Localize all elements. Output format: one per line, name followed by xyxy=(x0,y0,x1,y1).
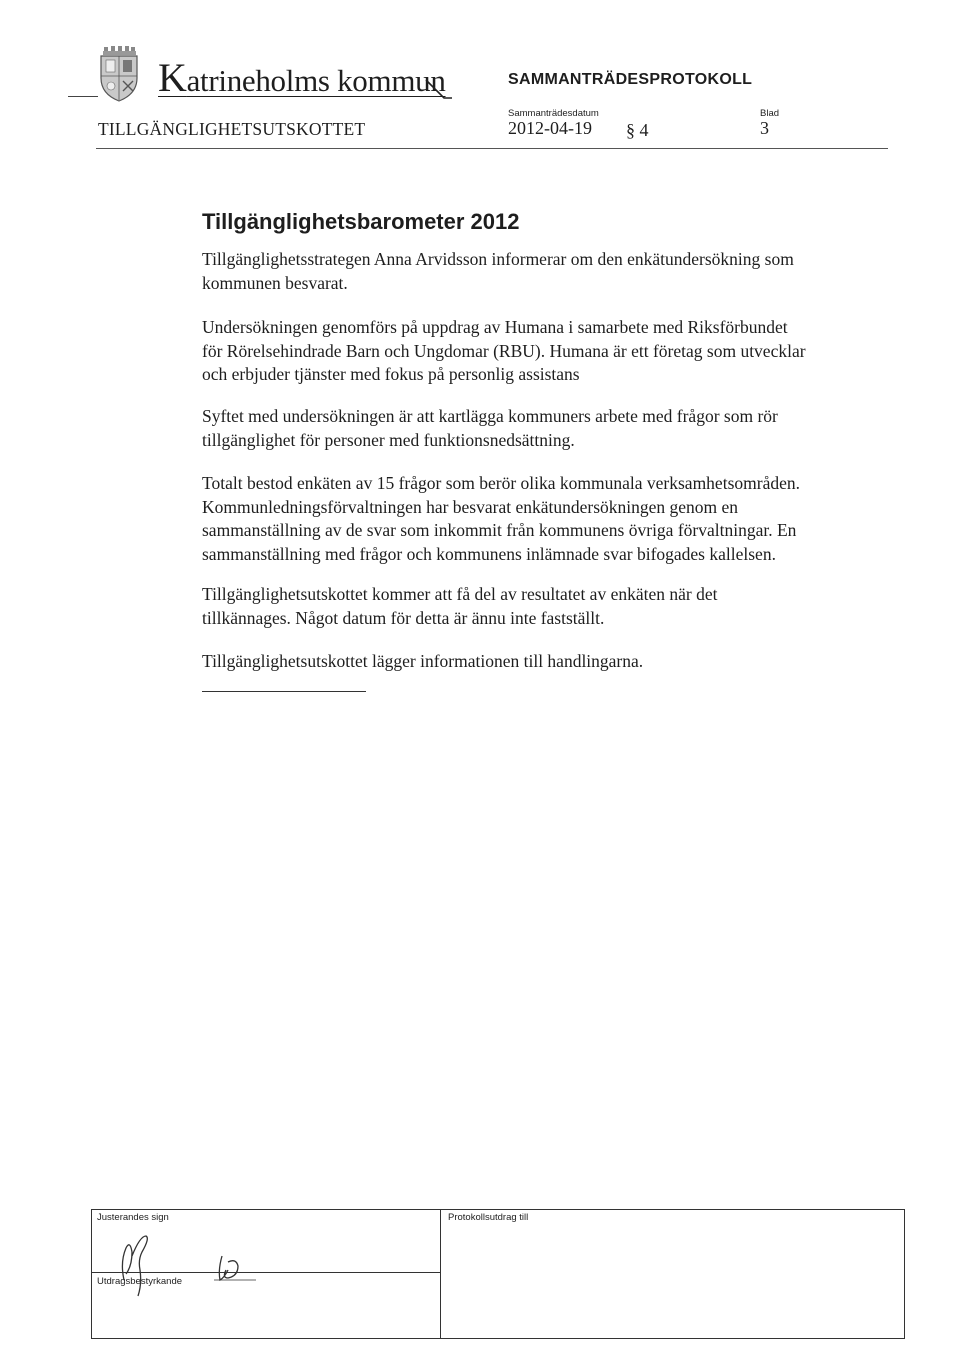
text-line: och erbjuder tjänster med fokus på personlig assistans xyxy=(202,364,580,384)
paragraph-3 xyxy=(202,405,902,452)
header-rule-left xyxy=(68,96,98,97)
document-type: SAMMANTRÄDESPROTOKOLL xyxy=(508,71,753,88)
paragraph-number: § 4 xyxy=(626,120,649,140)
paragraph-4 xyxy=(202,472,902,566)
text-line: Totalt bestod enkäten av 15 frågor som berör olika kommunala verksamhetsområden. xyxy=(202,473,800,493)
protokollsutdrag-label: Protokollsutdrag till xyxy=(448,1212,529,1223)
paragraph-2 xyxy=(202,316,902,387)
text-line: Tillgänglighetsstrategen Anna Arvidsson informerar om den enkätundersökning som xyxy=(202,249,794,269)
meeting-date-label: Sammanträdesdatum xyxy=(508,108,599,119)
end-of-section-rule xyxy=(202,691,366,692)
handwritten-initials-signature xyxy=(110,1222,260,1298)
section-heading: Tillgänglighetsbarometer 2012 xyxy=(202,209,520,234)
municipal-crest-logo xyxy=(98,46,140,102)
text-line: tillgänglighet för personer med funktionsnedsättning. xyxy=(202,429,575,450)
paragraph-6 xyxy=(202,650,902,674)
paragraph-5 xyxy=(202,583,902,630)
text-line: för Rörelsehindrade Barn och Ungdomar (RBU). Humana är ett företag som utvecklar xyxy=(202,340,806,361)
text-line: sammanställning med frågor och kommunens inlämnade svar bifogades kallelsen. xyxy=(202,543,776,564)
text-line: Tillgänglighetsutskottet lägger informationen till handlingarna. xyxy=(202,651,644,671)
text-line: Undersökningen genomförs på uppdrag av Humana i samarbete med Riksförbundet xyxy=(202,317,788,337)
committee-name: TILLGÄNGLIGHETSUTSKOTTET xyxy=(98,119,366,139)
org-name xyxy=(158,55,446,101)
paragraph-1 xyxy=(202,248,902,295)
meeting-date: 2012-04-19 xyxy=(508,118,592,138)
utdragsbestyrkande-label: Utdragsbestyrkande xyxy=(97,1276,183,1287)
text-line: Tillgänglighetsutskottet kommer att få del av resultatet av enkäten när det xyxy=(202,584,718,604)
page-number: 3 xyxy=(760,118,769,138)
text-line: kommunen besvarat. xyxy=(202,272,348,293)
text-line: Kommunledningsförvaltningen har besvarat enkätundersökningen genom en xyxy=(202,496,739,517)
org-name-rest: atrineholms kommun xyxy=(186,63,446,98)
header-decorative-slash xyxy=(424,78,454,100)
page-label: Blad xyxy=(760,108,780,119)
org-name-initial: K xyxy=(158,55,187,100)
text-line: tillkännages. Något datum för detta är ännu inte fastställt. xyxy=(202,607,605,628)
text-line: sammanställning av de svar som inkommit från kommunens övriga förvaltningar. En xyxy=(202,520,797,540)
text-line: Syftet med undersökningen är att kartlägga kommuners arbete med frågor som rör xyxy=(202,406,778,426)
header-divider xyxy=(96,148,888,149)
justerandes-sign-label: Justerandes sign xyxy=(97,1212,169,1223)
